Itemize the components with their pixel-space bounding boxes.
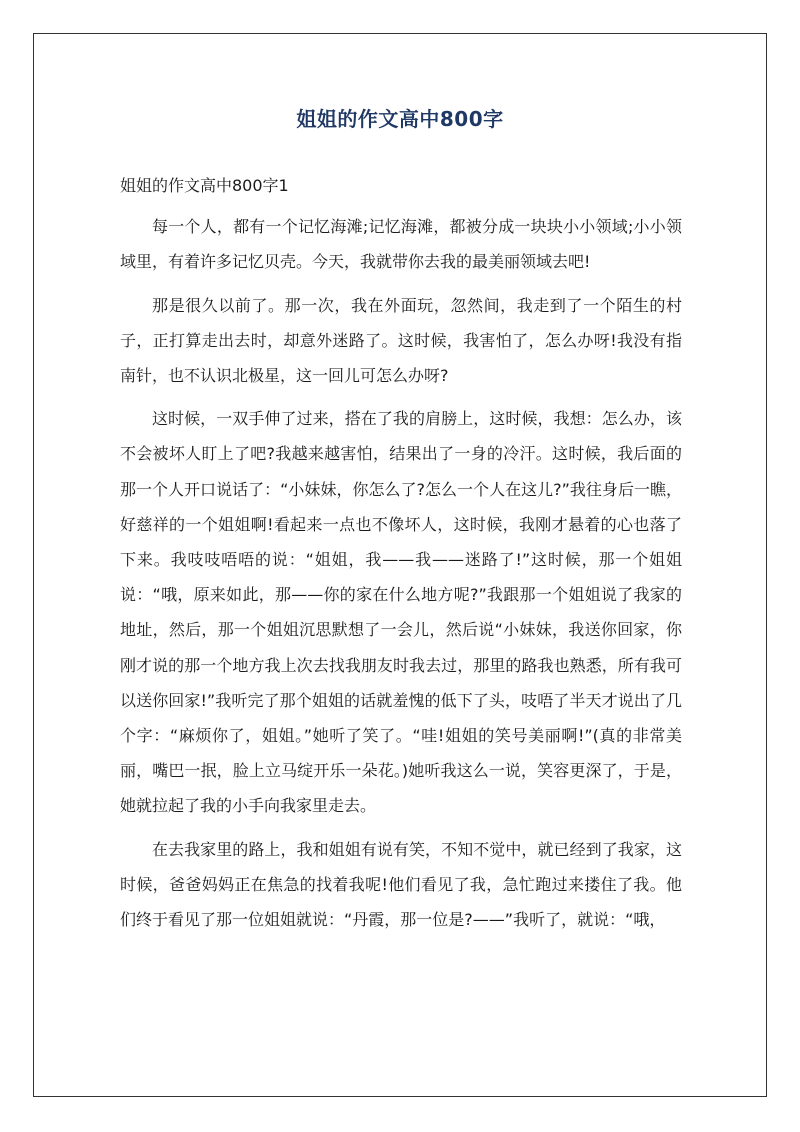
section-subtitle: 姐姐的作文高中800字1: [120, 176, 289, 195]
paragraph: 那是很久以前了。那一次，我在外面玩，忽然间，我走到了一个陌生的村子，正打算走出去时，却意外迷路了。这时候，我害怕了，怎么办呀!我没有指南针，也不认识北极星，这一回儿可怎么办呀?: [120, 295, 682, 386]
paragraph: 这时候，一双手伸了过来，搭在了我的肩膀上，这时候，我想：怎么办，该不会被坏人盯上了吧?我越来越害怕，结果出了一身的冷汗。这时候，我后面的那一个人开口说话了：“小妹妹，你怎么了?怎么一个人在这儿?”我往身后一瞧，好慈祥的一个姐姐啊!看起来一点也不像坏人，这时候，我刚才悬着的心也落了下来。我吱吱唔唔的说：“姐姐，我——我——迷路了!”这时候，那一个姐姐说：“哦，原来如此，那——你的家在什么地方呢?”我跟那一个姐姐说了我家的地址，然后，那一个姐姐沉思默想了一会儿，然后说“小妹妹，我送你回家，你刚才说的那一个地方我上次去找我朋友时我去过，那里的路我也熟悉，所有我可以送你回家!”我听完了那个姐姐的话就羞愧的低下了头，吱唔了半天才说出了几个字：“麻烦你了，姐姐。”她听了笑了。“哇!姐姐的笑号美丽啊!”(真的非常美丽，嘴巴一抿，脸上立马绽开乐一朵花。)她听我这么一说，笑容更深了，于是，她就拉起了我的小手向我家里走去。: [120, 409, 682, 816]
document-body: [120, 168, 682, 945]
paragraph: 每一个人，都有一个记忆海滩;记忆海滩，都被分成一块块小小领域;小小领域里，有着许多记忆贝壳。今天，我就带你去我的最美丽领域去吧!: [120, 217, 682, 272]
document-title: 姐姐的作文高中800字: [296, 107, 504, 131]
paragraph: 在去我家里的路上，我和姐姐有说有笑，不知不觉中，就已经到了我家，这时候，爸爸妈妈正在焦急的找着我呢!他们看见了我，急忙跑过来搂住了我。他们终于看见了那一位姐姐就说：“丹霞，那一位是?——”我听了，就说：“哦，: [120, 839, 682, 930]
